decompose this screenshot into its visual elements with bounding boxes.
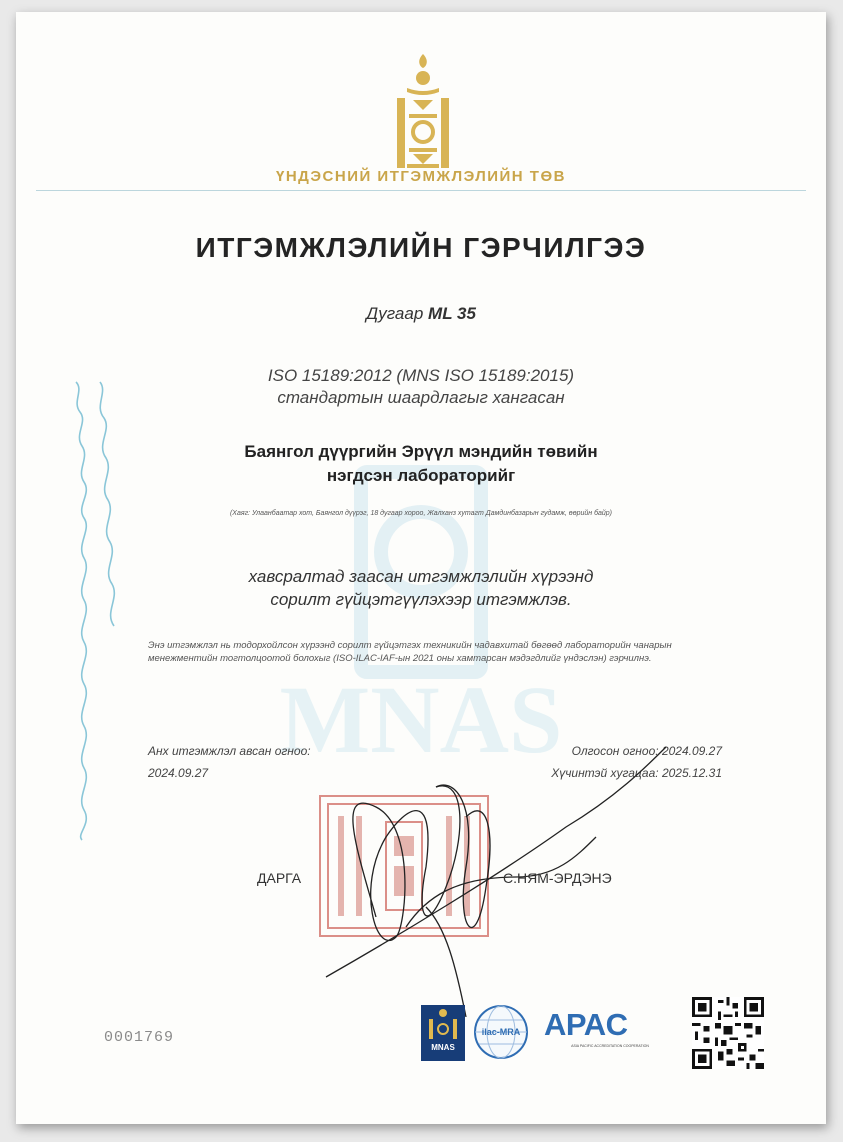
ilac-mra-logo-icon	[473, 1004, 529, 1060]
lab-line-2: нэгдсэн лабораторийг	[326, 466, 516, 485]
issued-date-label: Олгосон огноо:	[571, 744, 659, 758]
standard-block	[16, 365, 826, 409]
serial-number: 0001769	[104, 1029, 175, 1046]
certificate-number	[16, 304, 826, 324]
issued-date-value: 2024.09.27	[661, 744, 722, 758]
certificate-notice: Энэ итгэмжлэл нь тодорхойлсон хүрээнд сорилт гүйцэтгэх техникийн чадавхитай бөгөөд лабораторийн чанарын менежментийн тогтолцоотой болохыг (ISO-ILAC-IAF-ын 2021 оны хамтарсан мэдэгдлийг үндэслэн) гэрчилнэ.	[148, 640, 672, 664]
scope-line-1: хавсралтад заасан итгэмжлэлийн хүрээнд	[248, 567, 594, 586]
valid-until-value: 2025.12.31	[661, 766, 722, 780]
initial-date-block	[148, 740, 311, 784]
organization-name: ҮНДЭСНИЙ ИТГЭМЖЛЭЛИЙН ТӨВ	[276, 168, 566, 185]
number-value: ML 35	[428, 304, 476, 323]
certificate-title: ИТГЭМЖЛЭЛИЙН ГЭРЧИЛГЭЭ	[195, 232, 647, 263]
apac-sub-text: ASIA PACIFIC ACCREDITATION COOPERATION	[571, 1044, 649, 1048]
initial-date-value: 2024.09.27	[148, 766, 209, 780]
signatory-title: ДАРГА	[257, 870, 302, 886]
signatory-name: С.НЯМ-ЭРДЭНЭ	[503, 870, 612, 886]
mnas-logo-text: MNAS	[431, 1043, 455, 1052]
soyombo-emblem-icon	[393, 54, 453, 172]
laboratory-name	[16, 440, 826, 488]
standard-line-2: стандартын шаардлагыг хангасан	[277, 388, 565, 407]
mnas-emblem-icon	[421, 1005, 465, 1041]
valid-until-label: Хүчинтэй хугацаа:	[551, 766, 659, 780]
signature-icon	[316, 727, 676, 1017]
mnas-logo	[421, 1005, 465, 1061]
mongolian-script-icon	[64, 372, 124, 842]
initial-date-label: Анх итгэмжлэл авсан огноо:	[148, 744, 311, 758]
apac-logo	[544, 1007, 654, 1057]
scope-statement	[16, 565, 826, 611]
number-label: Дугаар	[366, 304, 424, 323]
apac-logo-text: APAC	[544, 1007, 628, 1042]
qr-code-icon[interactable]	[692, 997, 764, 1069]
lab-line-1: Баянгол дүүргийн Эрүүл мэндийн төвийн	[244, 442, 598, 461]
laboratory-address: (Хаяг: Улаанбаатар хот, Баянгол дүүрэг, 18 дугаар хороо, Жалханз хутагт Дамдинбазарын гудамж, өөрийн байр)	[229, 510, 613, 517]
ilac-logo-text: ilac-MRA	[481, 1027, 521, 1037]
scope-line-2: сорилт гүйцэтгүүлэхээр итгэмжлэв.	[270, 590, 572, 609]
header-divider	[36, 190, 806, 191]
certificate-page	[16, 12, 826, 1124]
standard-line-1: ISO 15189:2012 (MNS ISO 15189:2015)	[267, 366, 575, 385]
svg-text:MNAS: MNAS	[279, 666, 563, 773]
